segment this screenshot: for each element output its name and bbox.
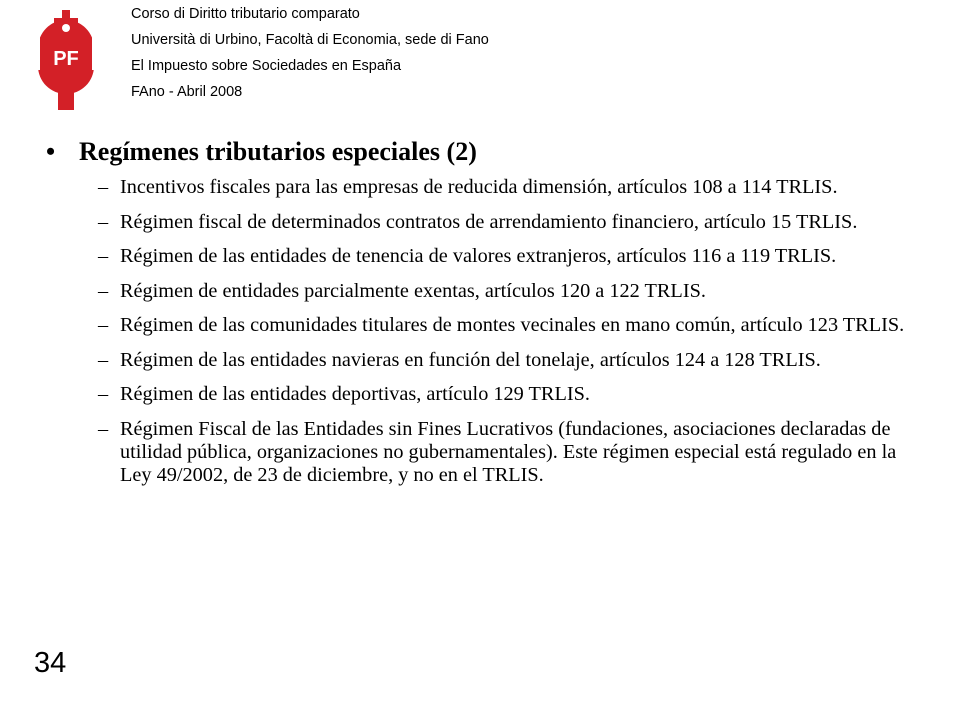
list-item-text: Régimen fiscal de determinados contratos de arrendamiento financiero, artículo 15 TRLIS. <box>120 210 858 233</box>
dash-icon: – <box>98 348 109 371</box>
list-item-text: Régimen de las entidades deportivas, artículo 129 TRLIS. <box>120 383 590 405</box>
logo-text: PF <box>53 48 79 70</box>
list-item-text: Régimen de las entidades de tenencia de valores extranjeros, artículos 116 a 119 TRLIS. <box>120 245 837 267</box>
slide-title-row <box>46 137 477 167</box>
header-course-line: Corso di Diritto tributario comparato <box>131 6 360 22</box>
list-item <box>98 418 928 487</box>
list-item <box>98 383 928 406</box>
list-item <box>98 176 928 199</box>
dash-icon: – <box>98 279 109 302</box>
list-item <box>98 349 928 372</box>
list-item-text: Régimen Fiscal de las Entidades sin Fines Lucrativos (fundaciones, asociaciones declaradas de utilidad pública, organizaciones no gubernamentales). Este régimen especial está regulado en la Ley 49/2002, de 23 de diciembre, y no en el TRLIS. <box>120 417 897 486</box>
list-item <box>98 314 928 337</box>
slide-title: Regímenes tributarios especiales (2) <box>79 137 477 166</box>
university-logo-icon <box>24 10 108 110</box>
header-topic-line: El Impuesto sobre Sociedades en España <box>131 58 402 74</box>
page-number: 34 <box>34 647 67 679</box>
dash-icon: – <box>98 245 109 267</box>
dash-icon: – <box>98 176 109 198</box>
list-item <box>98 245 928 268</box>
list-item-text: Régimen de las entidades navieras en función del tonelaje, artículos 124 a 128 TRLIS. <box>120 348 821 371</box>
header-date-line: FAno - Abril 2008 <box>131 84 243 100</box>
list-item <box>98 211 928 234</box>
list-item-text: Incentivos fiscales para las empresas de reducida dimensión, artículos 108 a 114 TRLIS. <box>120 176 838 198</box>
list-item <box>98 280 928 303</box>
list-item-text: Régimen de las comunidades titulares de montes vecinales en mano común, artículo 123 TRLIS. <box>120 314 905 336</box>
dash-icon: – <box>98 417 109 440</box>
dash-icon: – <box>98 210 109 233</box>
dash-icon: – <box>98 314 109 336</box>
regimes-list <box>98 176 928 498</box>
header-university-line: Università di Urbino, Facoltà di Economia, sede di Fano <box>131 32 489 48</box>
course-header <box>131 1 489 105</box>
list-item-text: Régimen de entidades parcialmente exentas, artículos 120 a 122 TRLIS. <box>120 279 706 302</box>
bullet-icon: • <box>46 137 56 166</box>
dash-icon: – <box>98 383 109 405</box>
